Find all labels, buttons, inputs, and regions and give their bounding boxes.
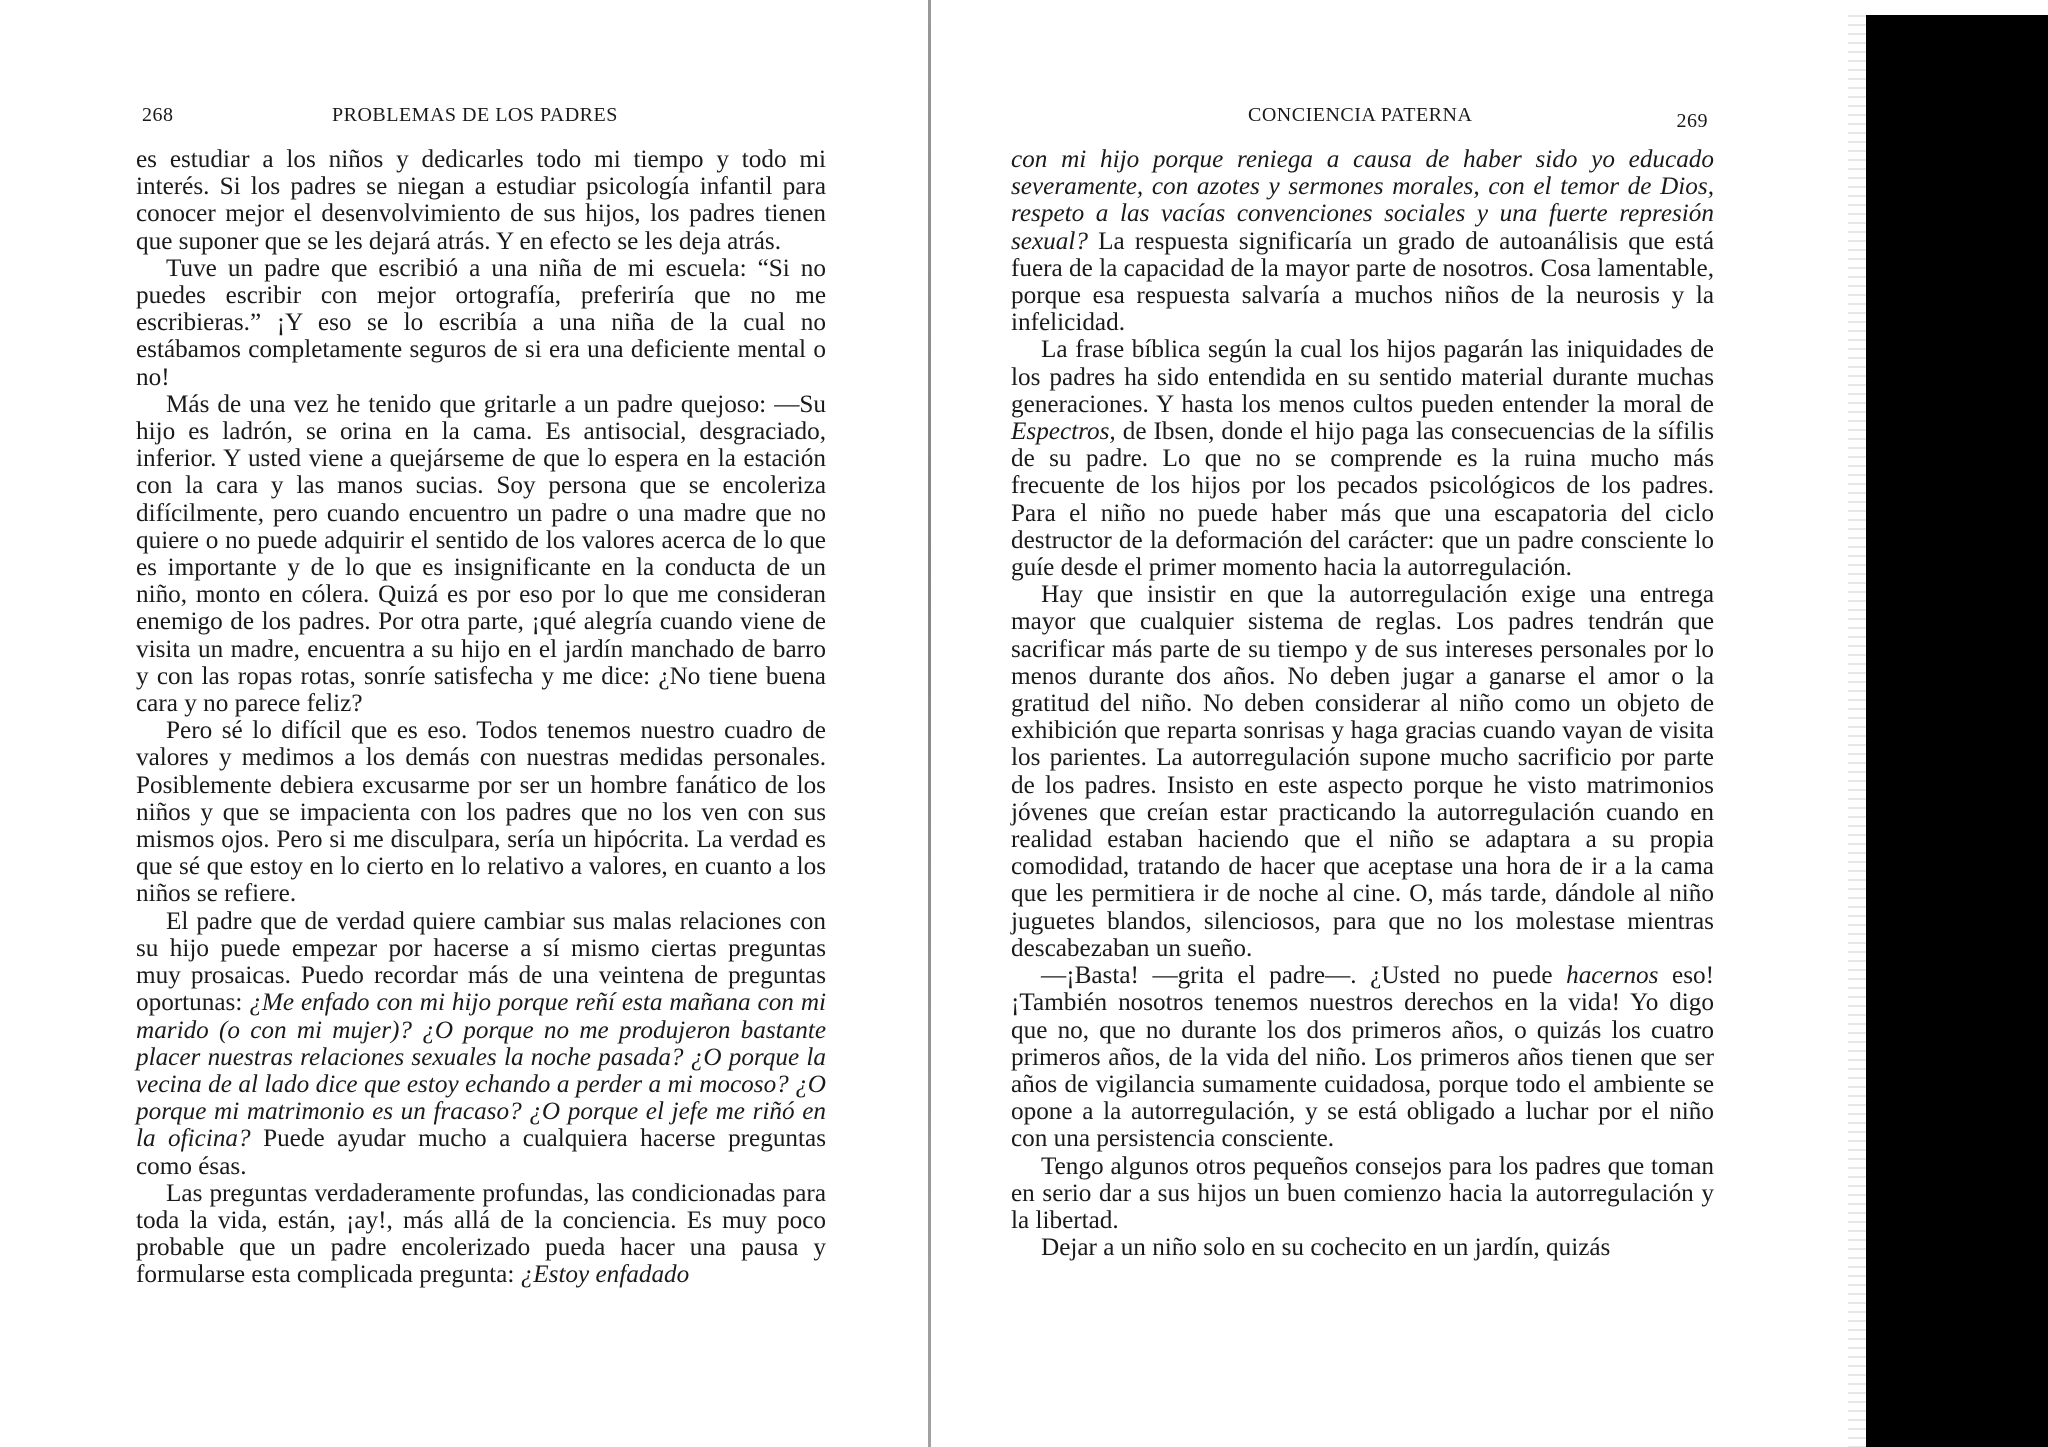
right-page-body <box>1011 146 1714 1261</box>
right-paragraph <box>1011 146 1714 336</box>
left-text: Tuve un padre que escribió a una niña de mi escuela: “Si no puedes escribir con mejor ortografía, preferiría que no me escribieras.” ¡Y eso se lo escribía a una niña de la cual no estábamos completamente seguros de si era una deficiente mental o no! <box>136 254 826 391</box>
left-page-body <box>136 146 826 1289</box>
right-text: —¡Basta! —grita el padre—. ¿Usted no puede <box>1041 962 1567 990</box>
left-text: Puede ayudar mucho a cualquiera hacerse preguntas como ésas. <box>136 1125 826 1180</box>
scan-edge-noise <box>1848 15 1866 1447</box>
left-page <box>0 0 930 1447</box>
right-page-number: 269 <box>1676 110 1708 132</box>
right-page <box>930 0 1860 1447</box>
right-italic-text: con mi hijo porque reniega a causa de haber sido yo educado severamente, con azotes y sermones morales, con el temor de Dios, respeto a las vacías convenciones sociales y una fuerte represión sexual? <box>1011 146 1714 255</box>
right-italic-text: Espectros, <box>1011 418 1116 446</box>
left-text: Las preguntas verdaderamente profundas, las condicionadas para toda la vida, están, ¡ay!, más allá de la conciencia. Es muy poco probable que un padre encolerizado pueda hacer una pausa y formularse esta complicada pregunta: <box>136 1179 826 1289</box>
left-running-head-title: PROBLEMAS DE LOS PADRES <box>332 104 618 126</box>
right-paragraph <box>1011 1153 1714 1235</box>
left-text: El padre que de verdad quiere cambiar sus malas relaciones con su hijo puede empezar por hacerse a sí mismo ciertas preguntas muy prosaicas. Puedo recordar más de una veintena de preguntas oportunas: <box>136 907 826 1017</box>
right-text: de Ibsen, donde el hijo paga las consecuencias de la sífilis de su padre. Lo que no se comprende es la ruina mucho más frecuente de los hijos por los pecados psicológicos de los padres. Para el niño no puede haber más que una escapatoria del ciclo destructor de la deformación del carácter: que un padre consciente lo guíe desde el primer momento hacia la autorregulación. <box>1011 418 1714 582</box>
left-paragraph <box>136 717 826 907</box>
left-paragraph <box>136 146 826 255</box>
right-text: La respuesta significaría un grado de autoanálisis que está fuera de la capacidad de la mayor parte de nosotros. Cosa lamentable, porque esa respuesta salvaría a muchos niños de la neurosis y la infelicidad. <box>1011 227 1714 337</box>
scan-black-border <box>1866 15 2048 1447</box>
left-text: es estudiar a los niños y dedicarles todo mi tiempo y todo mi interés. Si los padres se niegan a estudiar psicología infantil para conocer mejor el desenvolvimiento de sus hijos, los padres tienen que suponer que se les dejará atrás. Y en efecto se les deja atrás. <box>136 146 826 255</box>
right-running-head-title: CONCIENCIA PATERNA <box>1248 104 1473 126</box>
right-paragraph <box>1011 581 1714 962</box>
right-text: Tengo algunos otros pequeños consejos para los padres que toman en serio dar a sus hijos un buen comienzo hacia la autorregulación y la libertad. <box>1011 1152 1714 1234</box>
left-paragraph <box>136 908 826 1180</box>
right-paragraph <box>1011 1234 1714 1261</box>
left-paragraph <box>136 391 826 717</box>
right-italic-text: hacernos <box>1566 962 1659 990</box>
right-text: eso! ¡También nosotros tenemos nuestros derechos en la vida! Yo digo que no, que no durante los dos primeros años, o quizás los cuatro primeros años, de la vida del niño. Los primeros años tienen que ser años de vigilancia sumamente cuidadosa, porque todo el ambiente se opone a la autorregulación, y se está obligado a luchar por el niño con una persistencia consciente. <box>1011 962 1714 1153</box>
right-text: Hay que insistir en que la autorregulación exige una entrega mayor que cualquier sistema de reglas. Los padres tendrán que sacrificar más parte de su tiempo y de sus intereses personales por lo menos durante dos años. No deben jugar a ganarse el amor o la gratitud del niño. No deben considerar al niño como un objeto de exhibición que reparta sonrisas y haga gracias cuando vayan de visita los parientes. La autorregulación supone mucho sacrificio por parte de los padres. Insisto en este aspecto porque he visto matrimonios jóvenes que creían estar practicando la autorregulación cuando en realidad estaban haciendo que el niño se adaptara a su propia comodidad, tratando de hacer que aceptase una hora de ir a la cama que les permitiera ir de noche al cine. O, más tarde, dándole al niño juguetes blandos, silenciosos, para que no los molestase mientras descabezaban un sueño. <box>1011 581 1714 962</box>
left-italic-text: ¿Me enfado con mi hijo porque reñí esta mañana con mi marido (o con mi mujer)? ¿O porque no me produjeron bastante placer nuestras relaciones sexuales la noche pasada? ¿O porque la vecina de al lado dice que estoy echando a perder a mi mocoso? ¿O porque mi matrimonio es un fracaso? ¿O porque el jefe me riñó en la oficina? <box>136 989 827 1153</box>
left-italic-text: ¿Estoy enfadado <box>520 1261 690 1289</box>
left-paragraph <box>136 255 826 391</box>
left-paragraph <box>136 1180 826 1289</box>
right-text: Dejar a un niño solo en su cochecito en un jardín, quizás <box>1041 1234 1611 1262</box>
left-page-number: 268 <box>142 104 174 126</box>
right-paragraph <box>1011 962 1714 1152</box>
right-text: La frase bíblica según la cual los hijos pagarán las iniquidades de los padres ha sido entendida en su sentido material durante muchas generaciones. Y hasta los menos cultos pueden entender la moral de <box>1011 336 1714 418</box>
left-text: Pero sé lo difícil que es eso. Todos tenemos nuestro cuadro de valores y medimos a los demás con nuestras medidas personales. Posiblemente debiera excusarme por ser un hombre fanático de los niños y que se impacienta con los padres que no los ven con sus mismos ojos. Pero si me disculpara, sería un hipócrita. La verdad es que sé que estoy en lo cierto en lo relativo a valores, en cuanto a los niños se refiere. <box>136 717 826 908</box>
right-paragraph <box>1011 336 1714 581</box>
left-text: Más de una vez he tenido que gritarle a un padre quejoso: —Su hijo es ladrón, se orina en la cama. Es antisocial, desgraciado, inferior. Y usted viene a quejárseme de que lo espera en la estación con la cara y las manos sucias. Soy persona que se encoleriza difícilmente, pero cuando encuentro un padre o una madre que no quiere o no puede adquirir el sentido de los valores acerca de lo que es importante y de lo que es insignificante en la conducta de un niño, monto en cólera. Quizá es por eso por lo que me consideran enemigo de los padres. Por otra parte, ¡qué alegría cuando viene de visita un madre, encuentra a su hijo en el jardín manchado de barro y con las ropas rotas, sonríe satisfecha y me dice: ¿No tiene buena cara y no parece feliz? <box>136 390 826 718</box>
